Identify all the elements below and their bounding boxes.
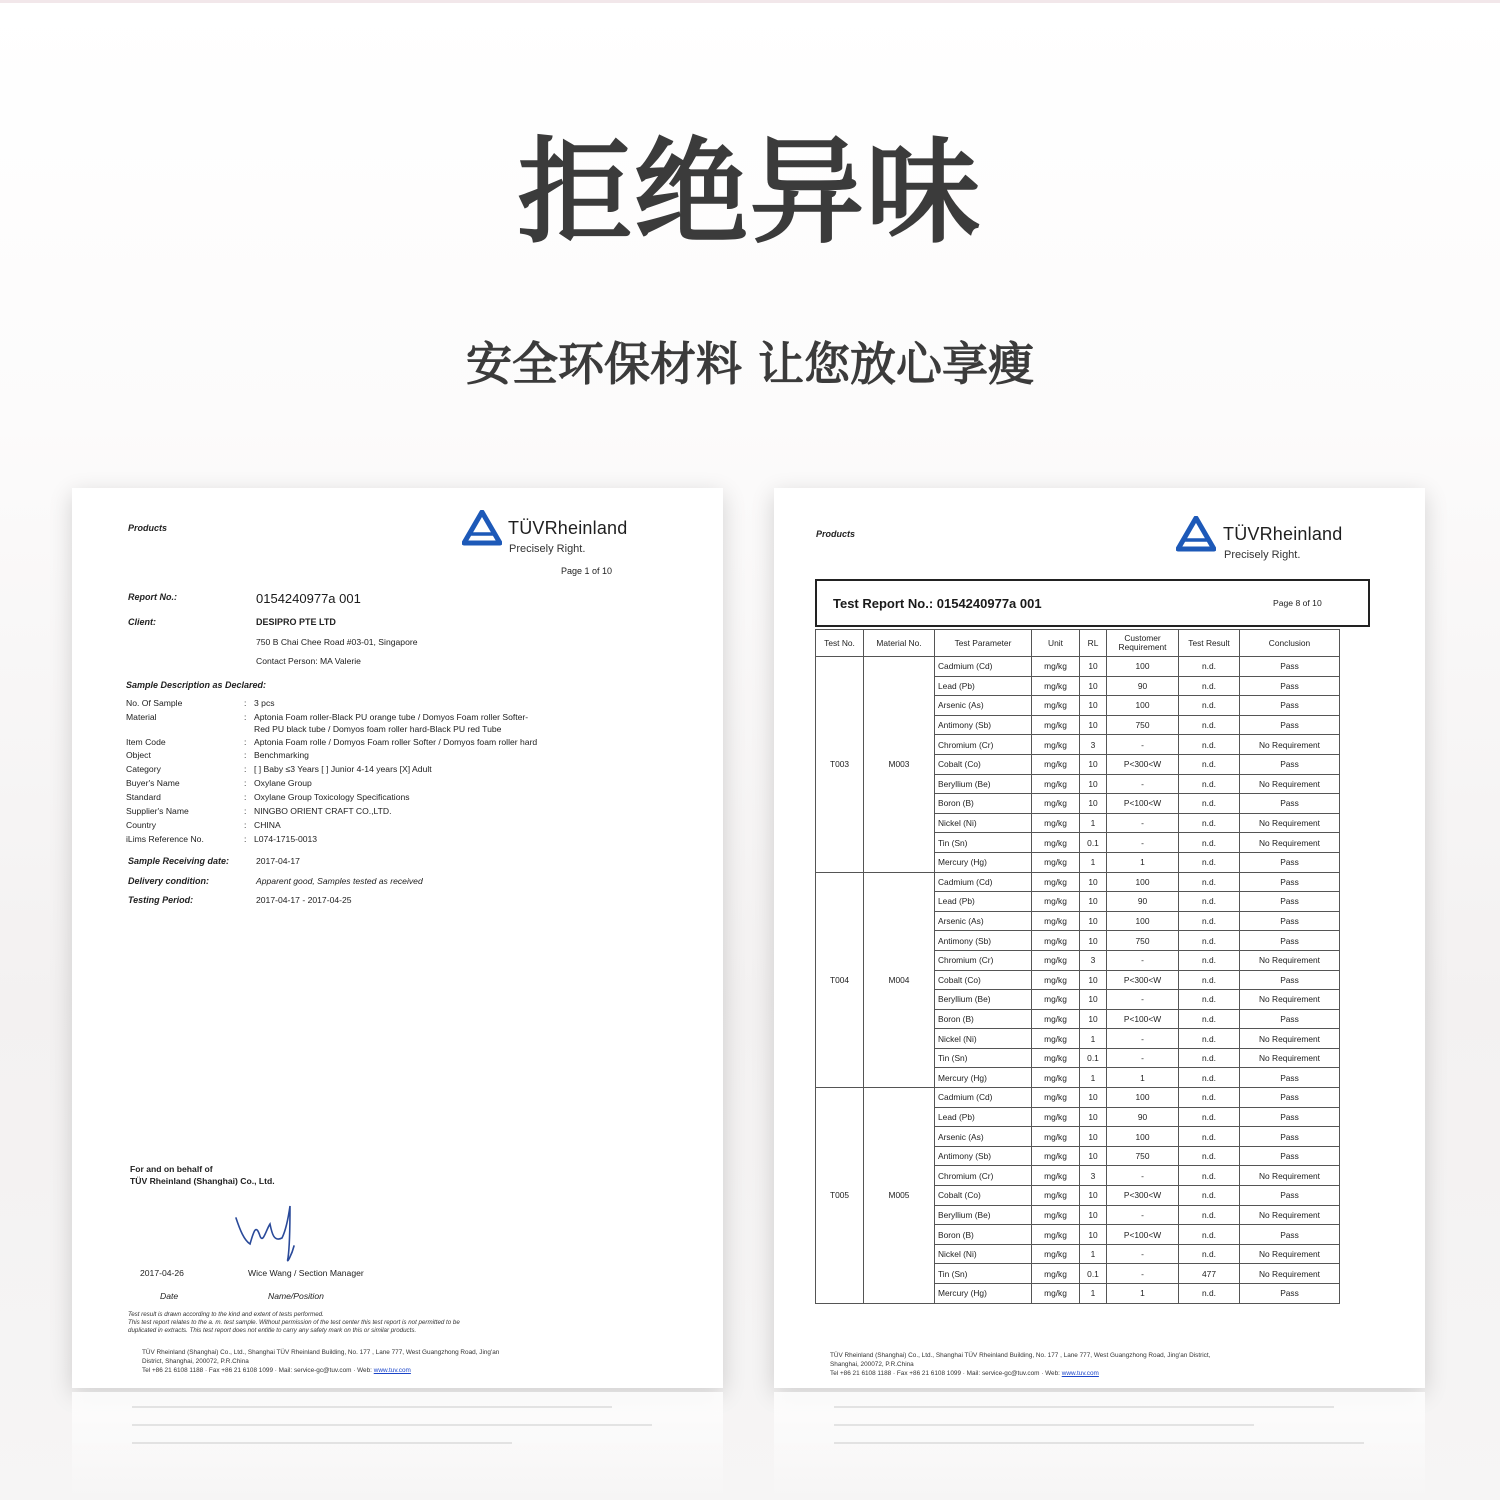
headline: 拒绝异味 (517, 126, 982, 259)
unit-cell: mg/kg (1032, 676, 1080, 696)
result-cell: n.d. (1179, 833, 1240, 853)
parameter-cell: Arsenic (As) (935, 1127, 1032, 1147)
parameter-cell: Chromium (Cr) (935, 950, 1032, 970)
requirement-cell: 90 (1107, 1107, 1179, 1127)
parameter-cell: Arsenic (As) (935, 911, 1032, 931)
parameter-cell: Tin (Sn) (935, 1264, 1032, 1284)
report-title-box (815, 579, 1370, 627)
parameter-cell: Cobalt (Co) (935, 970, 1032, 990)
rl-cell: 10 (1080, 774, 1107, 794)
conclusion-cell: Pass (1240, 1107, 1340, 1127)
requirement-cell: - (1107, 1029, 1179, 1049)
rl-cell: 10 (1080, 1225, 1107, 1245)
sample-field-colon: : (244, 806, 247, 816)
requirement-cell: 100 (1107, 1088, 1179, 1108)
parameter-cell: Cadmium (Cd) (935, 1088, 1032, 1108)
material-no-cell: M003 (864, 657, 935, 873)
result-cell: n.d. (1179, 813, 1240, 833)
signature-icon (232, 1200, 302, 1270)
requirement-cell: 100 (1107, 1127, 1179, 1147)
sample-field-label: Material (126, 712, 157, 722)
requirement-cell: - (1107, 833, 1179, 853)
sample-field-label: Category (126, 764, 161, 774)
rl-cell: 10 (1080, 911, 1107, 931)
sample-field-label: Item Code (126, 737, 166, 747)
table-header-cell: Customer Requirement (1107, 630, 1179, 657)
rl-cell: 10 (1080, 1127, 1107, 1147)
certificate-page-1 (72, 488, 723, 1388)
footer-line-3: Tel +86 21 6108 1188 · Fax +86 21 6108 1099 · Mail: service-gc@tuv.com · Web: www.tuv.com (142, 1367, 411, 1374)
sample-field-value: Oxylane Group Toxicology Specifications (254, 792, 410, 802)
parameter-cell: Lead (Pb) (935, 676, 1032, 696)
table-header-row (816, 630, 1340, 657)
requirement-cell: 100 (1107, 911, 1179, 931)
rl-cell: 10 (1080, 1186, 1107, 1206)
parameter-cell: Cobalt (Co) (935, 1186, 1032, 1206)
conclusion-cell: No Requirement (1240, 735, 1340, 755)
result-cell: n.d. (1179, 1068, 1240, 1088)
unit-cell: mg/kg (1032, 1166, 1080, 1186)
sample-field-label: iLims Reference No. (126, 834, 204, 844)
table-header-cell: Unit (1032, 630, 1080, 657)
parameter-cell: Beryllium (Be) (935, 990, 1032, 1010)
conclusion-cell: Pass (1240, 1068, 1340, 1088)
requirement-cell: 100 (1107, 696, 1179, 716)
footer-line-2: Shanghai, 200072, P.R.China (830, 1361, 914, 1368)
client-name: DESIPRO PTE LTD (256, 617, 336, 627)
unit-cell: mg/kg (1032, 696, 1080, 716)
receiving-date-value: 2017-04-17 (256, 856, 300, 866)
sample-field-colon: : (244, 764, 247, 774)
requirement-cell: 100 (1107, 657, 1179, 677)
conclusion-cell: Pass (1240, 754, 1340, 774)
unit-cell: mg/kg (1032, 990, 1080, 1010)
parameter-cell: Boron (B) (935, 1225, 1032, 1245)
requirement-cell: - (1107, 1264, 1179, 1284)
parameter-cell: Tin (Sn) (935, 1048, 1032, 1068)
requirement-cell: P<100<W (1107, 1225, 1179, 1245)
report-title: Test Report No.: 0154240977a 001 (833, 596, 1042, 611)
unit-cell: mg/kg (1032, 931, 1080, 951)
parameter-cell: Lead (Pb) (935, 1107, 1032, 1127)
rl-cell: 0.1 (1080, 1048, 1107, 1068)
result-cell: n.d. (1179, 1205, 1240, 1225)
sample-field-value: 3 pcs (254, 698, 275, 708)
unit-cell: mg/kg (1032, 715, 1080, 735)
parameter-cell: Boron (B) (935, 1009, 1032, 1029)
sample-field-label: Standard (126, 792, 161, 802)
conclusion-cell: Pass (1240, 970, 1340, 990)
conclusion-cell: Pass (1240, 696, 1340, 716)
parameter-cell: Chromium (Cr) (935, 1166, 1032, 1186)
unit-cell: mg/kg (1032, 872, 1080, 892)
test-no-cell: T003 (816, 657, 864, 873)
parameter-cell: Mercury (Hg) (935, 1284, 1032, 1304)
client-contact: Contact Person: MA Valerie (256, 656, 361, 666)
result-cell: n.d. (1179, 1009, 1240, 1029)
subheadline: 安全环保材料 让您放心享瘦 (465, 337, 1034, 391)
page-number: Page 1 of 10 (561, 566, 613, 576)
requirement-cell: 750 (1107, 715, 1179, 735)
rl-cell: 1 (1080, 1068, 1107, 1088)
brand-tagline: Precisely Right. (509, 543, 586, 555)
result-cell: n.d. (1179, 1048, 1240, 1068)
disclaimer-line-2: This test report relates to the a. m. test sample. Without permission of the test center this test report is not permitted to be (128, 1319, 460, 1326)
unit-cell: mg/kg (1032, 754, 1080, 774)
client-address: 750 B Chai Chee Road #03-01, Singapore (256, 637, 418, 647)
conclusion-cell: Pass (1240, 715, 1340, 735)
unit-cell: mg/kg (1032, 852, 1080, 872)
requirement-cell: - (1107, 1244, 1179, 1264)
report-no-label: Report No.: (128, 592, 177, 602)
page-number: Page 8 of 10 (1273, 598, 1322, 608)
requirement-cell: P<100<W (1107, 794, 1179, 814)
sign-name: Wice Wang / Section Manager (248, 1268, 364, 1278)
sample-field-value: Oxylane Group (254, 778, 312, 788)
rl-cell: 10 (1080, 696, 1107, 716)
rl-cell: 10 (1080, 1107, 1107, 1127)
sample-field-value: NINGBO ORIENT CRAFT CO.,LTD. (254, 806, 392, 816)
conclusion-cell: Pass (1240, 852, 1340, 872)
sample-field-label: No. Of Sample (126, 698, 183, 708)
unit-cell: mg/kg (1032, 1068, 1080, 1088)
rl-cell: 10 (1080, 1088, 1107, 1108)
sample-field-value: Red PU black tube / Domyos foam roller hard-Black PU red Tube (254, 724, 502, 734)
result-cell: n.d. (1179, 754, 1240, 774)
table-row (816, 872, 1340, 892)
table-row (816, 1088, 1340, 1108)
conclusion-cell: Pass (1240, 1009, 1340, 1029)
conclusion-cell: Pass (1240, 1088, 1340, 1108)
parameter-cell: Beryllium (Be) (935, 774, 1032, 794)
footer-line-1: TÜV Rheinland (Shanghai) Co., Ltd., Shanghai TÜV Rheinland Building, No. 177 , Lane 777, West Guangzhong Road, Jing'an (142, 1349, 500, 1356)
sample-field-colon: : (244, 778, 247, 788)
behalf-line-2: TÜV Rheinland (Shanghai) Co., Ltd. (130, 1176, 275, 1186)
requirement-cell: 1 (1107, 1068, 1179, 1088)
result-cell: n.d. (1179, 794, 1240, 814)
result-cell: n.d. (1179, 1088, 1240, 1108)
rl-cell: 10 (1080, 715, 1107, 735)
rl-cell: 10 (1080, 657, 1107, 677)
unit-cell: mg/kg (1032, 1107, 1080, 1127)
brand-tagline: Precisely Right. (1224, 549, 1301, 561)
parameter-cell: Nickel (Ni) (935, 1244, 1032, 1264)
delivery-value: Apparent good, Samples tested as received (256, 876, 423, 886)
conclusion-cell: Pass (1240, 911, 1340, 931)
parameter-cell: Lead (Pb) (935, 892, 1032, 912)
result-cell: n.d. (1179, 931, 1240, 951)
disclaimer-line-3: duplicated in extracts. This test report does not entitle to carry any safety mark on this or similar products. (128, 1327, 417, 1334)
parameter-cell: Mercury (Hg) (935, 1068, 1032, 1088)
sample-heading: Sample Description as Declared: (126, 680, 267, 690)
requirement-cell: 90 (1107, 676, 1179, 696)
unit-cell: mg/kg (1032, 1284, 1080, 1304)
behalf-line-1: For and on behalf of (130, 1164, 213, 1174)
conclusion-cell: Pass (1240, 676, 1340, 696)
unit-cell: mg/kg (1032, 774, 1080, 794)
result-cell: n.d. (1179, 1225, 1240, 1245)
report-no-value: 0154240977a 001 (256, 591, 361, 606)
conclusion-cell: Pass (1240, 657, 1340, 677)
sign-date: 2017-04-26 (140, 1268, 184, 1278)
conclusion-cell: No Requirement (1240, 1166, 1340, 1186)
conclusion-cell: Pass (1240, 1146, 1340, 1166)
conclusion-cell: No Requirement (1240, 1029, 1340, 1049)
table-header-cell: Test Result (1179, 630, 1240, 657)
test-results-table (815, 629, 1340, 1304)
conclusion-cell: Pass (1240, 1225, 1340, 1245)
unit-cell: mg/kg (1032, 892, 1080, 912)
result-cell: n.d. (1179, 1107, 1240, 1127)
table-header-cell: RL (1080, 630, 1107, 657)
unit-cell: mg/kg (1032, 1225, 1080, 1245)
footer-line-2: District, Shanghai, 200072, P.R.China (142, 1358, 249, 1365)
result-cell: n.d. (1179, 1186, 1240, 1206)
rl-cell: 1 (1080, 1284, 1107, 1304)
sample-field-value: Benchmarking (254, 750, 309, 760)
unit-cell: mg/kg (1032, 911, 1080, 931)
result-cell: n.d. (1179, 657, 1240, 677)
test-no-cell: T005 (816, 1088, 864, 1304)
footer-line-1: TÜV Rheinland (Shanghai) Co., Ltd., Shanghai TÜV Rheinland Building, No. 177 , Lane 777, West Guangzhong Road, Jing'an District, (830, 1352, 1211, 1359)
unit-cell: mg/kg (1032, 1048, 1080, 1068)
unit-cell: mg/kg (1032, 1146, 1080, 1166)
footer-web-link[interactable]: www.tuv.com (1061, 1370, 1099, 1377)
result-cell: n.d. (1179, 1284, 1240, 1304)
unit-cell: mg/kg (1032, 735, 1080, 755)
conclusion-cell: Pass (1240, 892, 1340, 912)
conclusion-cell: No Requirement (1240, 990, 1340, 1010)
sample-field-colon: : (244, 750, 247, 760)
table-header-cell: Test No. (816, 630, 864, 657)
parameter-cell: Mercury (Hg) (935, 852, 1032, 872)
sample-field-label: Country (126, 820, 157, 830)
unit-cell: mg/kg (1032, 1127, 1080, 1147)
rl-cell: 10 (1080, 676, 1107, 696)
material-no-cell: M004 (864, 872, 935, 1088)
requirement-cell: 90 (1107, 892, 1179, 912)
material-no-cell: M005 (864, 1088, 935, 1304)
unit-cell: mg/kg (1032, 970, 1080, 990)
parameter-cell: Antimony (Sb) (935, 931, 1032, 951)
rl-cell: 0.1 (1080, 833, 1107, 853)
rl-cell: 3 (1080, 735, 1107, 755)
brand-name: TÜVRheinland (1223, 524, 1343, 544)
conclusion-cell: No Requirement (1240, 813, 1340, 833)
table-row (816, 657, 1340, 677)
result-cell: n.d. (1179, 892, 1240, 912)
requirement-cell: 1 (1107, 1284, 1179, 1304)
result-cell: n.d. (1179, 950, 1240, 970)
parameter-cell: Antimony (Sb) (935, 1146, 1032, 1166)
table-header-cell: Material No. (864, 630, 935, 657)
requirement-cell: - (1107, 950, 1179, 970)
rl-cell: 10 (1080, 1146, 1107, 1166)
top-accent-line (0, 0, 1500, 3)
result-cell: n.d. (1179, 715, 1240, 735)
sample-field-label: Object (126, 750, 151, 760)
receiving-date-label: Sample Receiving date: (128, 856, 230, 866)
conclusion-cell: Pass (1240, 1127, 1340, 1147)
conclusion-cell: No Requirement (1240, 1264, 1340, 1284)
sample-field-label: Supplier's Name (126, 806, 189, 816)
conclusion-cell: No Requirement (1240, 1048, 1340, 1068)
rl-cell: 1 (1080, 1244, 1107, 1264)
result-cell: n.d. (1179, 970, 1240, 990)
result-cell: n.d. (1179, 1029, 1240, 1049)
requirement-cell: - (1107, 1205, 1179, 1225)
tuv-triangle-logo-icon (462, 510, 502, 546)
parameter-cell: Nickel (Ni) (935, 813, 1032, 833)
rl-cell: 10 (1080, 872, 1107, 892)
parameter-cell: Arsenic (As) (935, 696, 1032, 716)
sample-field-value: L074-1715-0013 (254, 834, 318, 844)
parameter-cell: Nickel (Ni) (935, 1029, 1032, 1049)
sample-field-value: CHINA (254, 820, 281, 830)
certificate-page-8 (774, 488, 1425, 1388)
rl-cell: 1 (1080, 1029, 1107, 1049)
unit-cell: mg/kg (1032, 950, 1080, 970)
conclusion-cell: No Requirement (1240, 774, 1340, 794)
footer-line-3: Tel +86 21 6108 1188 · Fax +86 21 6108 1099 · Mail: service-gc@tuv.com · Web: www.tuv.com (830, 1370, 1099, 1377)
section-label: Products (816, 529, 856, 539)
conclusion-cell: Pass (1240, 872, 1340, 892)
page-1-reflection (72, 1392, 723, 1500)
conclusion-cell: Pass (1240, 1284, 1340, 1304)
conclusion-cell: Pass (1240, 1186, 1340, 1206)
requirement-cell: 750 (1107, 931, 1179, 951)
requirement-cell: 750 (1107, 1146, 1179, 1166)
unit-cell: mg/kg (1032, 657, 1080, 677)
unit-cell: mg/kg (1032, 1264, 1080, 1284)
requirement-cell: - (1107, 1166, 1179, 1186)
rl-cell: 10 (1080, 892, 1107, 912)
rl-cell: 10 (1080, 970, 1107, 990)
table-header-cell: Conclusion (1240, 630, 1340, 657)
result-cell: n.d. (1179, 676, 1240, 696)
unit-cell: mg/kg (1032, 1205, 1080, 1225)
requirement-cell: P<100<W (1107, 1009, 1179, 1029)
test-no-cell: T004 (816, 872, 864, 1088)
result-cell: n.d. (1179, 852, 1240, 872)
unit-cell: mg/kg (1032, 1186, 1080, 1206)
sample-field-colon: : (244, 698, 247, 708)
requirement-cell: - (1107, 813, 1179, 833)
rl-cell: 10 (1080, 990, 1107, 1010)
conclusion-cell: No Requirement (1240, 1244, 1340, 1264)
conclusion-cell: Pass (1240, 931, 1340, 951)
conclusion-cell: Pass (1240, 794, 1340, 814)
conclusion-cell: No Requirement (1240, 833, 1340, 853)
brand-name: TÜVRheinland (508, 518, 628, 538)
conclusion-cell: No Requirement (1240, 950, 1340, 970)
requirement-cell: 100 (1107, 872, 1179, 892)
result-cell: n.d. (1179, 774, 1240, 794)
client-label: Client: (128, 617, 156, 627)
requirement-cell: P<300<W (1107, 1186, 1179, 1206)
requirement-cell: 1 (1107, 852, 1179, 872)
footer-web-link[interactable]: www.tuv.com (373, 1367, 411, 1374)
parameter-cell: Cobalt (Co) (935, 754, 1032, 774)
result-cell: n.d. (1179, 696, 1240, 716)
rl-cell: 10 (1080, 1009, 1107, 1029)
disclaimer-line-1: Test result is drawn according to the kind and extent of tests performed. (128, 1311, 324, 1318)
testing-period-value: 2017-04-17 - 2017-04-25 (256, 895, 352, 905)
rl-cell: 10 (1080, 1205, 1107, 1225)
rl-cell: 0.1 (1080, 1264, 1107, 1284)
parameter-cell: Cadmium (Cd) (935, 657, 1032, 677)
rl-cell: 10 (1080, 794, 1107, 814)
rl-cell: 3 (1080, 1166, 1107, 1186)
parameter-cell: Beryllium (Be) (935, 1205, 1032, 1225)
sample-field-value: Aptonia Foam rolle / Domyos Foam roller Softer / Domyos foam roller hard (254, 737, 538, 747)
result-cell: n.d. (1179, 1146, 1240, 1166)
sample-field-colon: : (244, 712, 247, 722)
unit-cell: mg/kg (1032, 1088, 1080, 1108)
conclusion-cell: No Requirement (1240, 1205, 1340, 1225)
parameter-cell: Chromium (Cr) (935, 735, 1032, 755)
sample-field-colon: : (244, 792, 247, 802)
unit-cell: mg/kg (1032, 794, 1080, 814)
parameter-cell: Antimony (Sb) (935, 715, 1032, 735)
date-caption: Date (160, 1291, 179, 1301)
requirement-cell: - (1107, 990, 1179, 1010)
rl-cell: 10 (1080, 754, 1107, 774)
result-cell: n.d. (1179, 872, 1240, 892)
sample-field-colon: : (244, 737, 247, 747)
result-cell: n.d. (1179, 1127, 1240, 1147)
requirement-cell: P<300<W (1107, 970, 1179, 990)
rl-cell: 10 (1080, 931, 1107, 951)
table-header-cell: Test Parameter (935, 630, 1032, 657)
section-label: Products (128, 523, 168, 533)
unit-cell: mg/kg (1032, 1029, 1080, 1049)
parameter-cell: Boron (B) (935, 794, 1032, 814)
testing-period-label: Testing Period: (128, 895, 194, 905)
requirement-cell: - (1107, 774, 1179, 794)
requirement-cell: - (1107, 735, 1179, 755)
parameter-cell: Tin (Sn) (935, 833, 1032, 853)
result-cell: n.d. (1179, 735, 1240, 755)
rl-cell: 3 (1080, 950, 1107, 970)
result-cell: n.d. (1179, 1166, 1240, 1186)
unit-cell: mg/kg (1032, 1244, 1080, 1264)
result-cell: 477 (1179, 1264, 1240, 1284)
unit-cell: mg/kg (1032, 813, 1080, 833)
sample-field-colon: : (244, 834, 247, 844)
sample-field-colon: : (244, 820, 247, 830)
requirement-cell: P<300<W (1107, 754, 1179, 774)
unit-cell: mg/kg (1032, 833, 1080, 853)
rl-cell: 1 (1080, 813, 1107, 833)
result-cell: n.d. (1179, 990, 1240, 1010)
parameter-cell: Cadmium (Cd) (935, 872, 1032, 892)
unit-cell: mg/kg (1032, 1009, 1080, 1029)
page-8-reflection (774, 1392, 1425, 1500)
tuv-triangle-logo-icon (1176, 516, 1216, 552)
name-caption: Name/Position (268, 1291, 324, 1301)
sample-field-value: Aptonia Foam roller-Black PU orange tube / Domyos Foam roller Softer- (254, 712, 529, 722)
result-cell: n.d. (1179, 1244, 1240, 1264)
rl-cell: 1 (1080, 852, 1107, 872)
requirement-cell: - (1107, 1048, 1179, 1068)
sample-field-label: Buyer's Name (126, 778, 180, 788)
sample-field-value: [ ] Baby ≤3 Years [ ] Junior 4-14 years [X] Adult (254, 764, 432, 774)
delivery-label: Delivery condition: (128, 876, 210, 886)
result-cell: n.d. (1179, 911, 1240, 931)
